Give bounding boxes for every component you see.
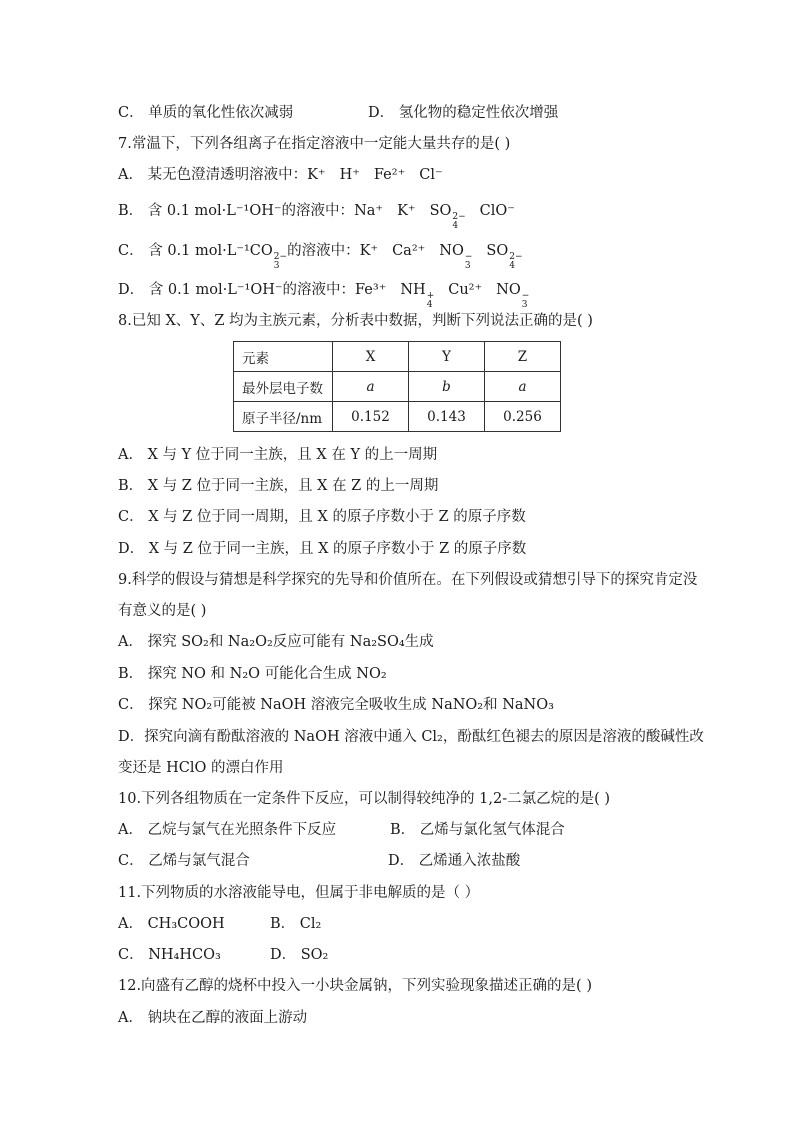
q7-option-d: [118, 279, 530, 310]
q7-c-carbonate-sub: 3: [273, 261, 280, 271]
q10-option-b: B． 乙烯与氯化氢气体混合: [390, 822, 565, 838]
q8-option-a: A． X 与 Y 位于同一主族，且 X 在 Y 的上一周期: [118, 447, 438, 463]
q7-d-label: D． 含 0.1 mol·L⁻¹OH⁻的溶液中：: [118, 282, 356, 298]
q7-d-nitrate-sub: 3: [521, 300, 528, 310]
table-header-cell: 元素: [234, 342, 333, 372]
q9-stem-line2: 有意义的是( ): [118, 603, 207, 619]
q7-a-ion-4: Cl⁻: [419, 167, 443, 183]
q7-d-nitrate-base: NO: [496, 282, 521, 298]
q10-option-d: D． 乙烯通入浓盐酸: [388, 853, 521, 869]
q7-b-sulfate-base: SO: [429, 203, 452, 219]
q11-option-a: A． CH₃COOH: [118, 916, 225, 932]
table-row: [234, 372, 561, 402]
q7-c-sulfate-base: SO: [486, 243, 509, 259]
q12-stem: 12.向盛有乙醇的烧杯中投入一小块金属钠，下列实验现象描述正确的是( ): [118, 978, 592, 994]
q7-d-nitrate: [496, 279, 529, 310]
table-cell: 0.152: [333, 402, 409, 432]
table-cell: 0.256: [485, 402, 561, 432]
q7-c-carbonate-charge: [274, 253, 287, 271]
q7-d-ammonium: [400, 279, 434, 310]
q8-option-d: D． X 与 Z 位于同一主族，且 X 的原子序数小于 Z 的原子序数: [118, 541, 527, 557]
q7-a-label: A． 某无色澄清透明溶液中：: [118, 167, 308, 183]
q7-b-sulfate-sup: 2−: [452, 212, 466, 222]
q7-a-ion-2: H⁺: [339, 167, 360, 183]
q10-stem: 10.下列各组物质在一定条件下反应，可以制得较纯净的 1,2-二氯乙烷的是( ): [118, 791, 611, 807]
table-header-cell: Z: [485, 342, 561, 372]
table-cell: a: [485, 372, 561, 402]
q9-option-d-line2: 变还是 HClO 的漂白作用: [118, 760, 284, 776]
q7-b-label: B． 含 0.1 mol·L⁻¹OH⁻的溶液中：: [118, 203, 355, 219]
table-header-cell: Y: [409, 342, 485, 372]
q12-option-a: A． 钠块在乙醇的液面上游动: [118, 1010, 308, 1026]
q7-c-nitrate-base: NO: [439, 243, 464, 259]
table-cell: b: [409, 372, 485, 402]
q7-c-label-pre: C． 含 0.1 mol·L⁻¹CO: [118, 243, 273, 259]
q7-b-ion-2: K⁺: [397, 203, 416, 219]
q9-option-c: C． 探究 NO₂可能被 NaOH 溶液完全吸收生成 NaNO₂和 NaNO₃: [118, 697, 554, 713]
q9-option-a: A． 探究 SO₂和 Na₂O₂反应可能有 Na₂SO₄生成: [118, 634, 434, 650]
q8-option-b: B． X 与 Z 位于同一主族，且 X 在 Z 的上一周期: [118, 478, 439, 494]
q7-d-ammonium-charge: [427, 292, 435, 310]
q7-c-sulfate-sub: 4: [509, 261, 515, 271]
q9-stem-line1: 9.科学的假设与猜想是科学探究的先导和价值所在。在下列假设或猜想引导下的探究肯定没: [118, 572, 698, 588]
q7-c-carbonate-sup: 2−: [273, 252, 288, 262]
q7-c-ion-1: K⁺: [359, 243, 379, 259]
q7-a-ion-3: Fe²⁺: [373, 167, 406, 183]
q7-c-nitrate-charge: [465, 253, 473, 271]
q10-option-a: A． 乙烷与氯气在光照条件下反应: [118, 822, 337, 838]
q7-stem: 7.常温下，下列各组离子在指定溶液中一定能大量共存的是( ): [118, 136, 511, 152]
q11-stem: 11.下列物质的水溶液能导电，但属于非电解质的是（ ）: [118, 885, 480, 901]
q7-b-sulfate-sub: 4: [452, 221, 459, 231]
q8-stem: 8.已知 X、Y、Z 均为主族元素，分析表中数据，判断下列说法正确的是( ): [118, 313, 593, 329]
table-header-cell: X: [333, 342, 409, 372]
q7-option-c: [118, 240, 523, 271]
q7-d-ion-1: Fe³⁺: [355, 282, 387, 298]
table-row: [234, 342, 561, 372]
q11-option-d: D． SO₂: [270, 947, 329, 963]
q7-c-nitrate: [439, 240, 472, 271]
q7-a-ion-1: K⁺: [307, 167, 326, 183]
q6-option-c: C． 单质的氧化性依次减弱: [118, 105, 294, 121]
q6-option-d: D． 氢化物的稳定性依次增强: [368, 105, 559, 121]
table-row: [234, 402, 561, 432]
q7-c-sulfate: [486, 240, 522, 271]
q7-c-ion-2: Ca²⁺: [392, 243, 426, 259]
q7-d-ion-3: Cu²⁺: [448, 282, 483, 298]
q7-b-ion-1: Na⁺: [354, 203, 384, 219]
q7-d-ammonium-base: NH: [400, 282, 426, 298]
q11-option-c: C． NH₄HCO₃: [118, 947, 221, 963]
q7-c-nitrate-sub: 3: [464, 261, 471, 271]
q9-option-b: B． 探究 NO 和 N₂O 可能化合生成 NO₂: [118, 666, 387, 682]
q11-option-b: B． Cl₂: [270, 916, 322, 932]
q7-d-nitrate-sup: −: [521, 291, 530, 301]
q7-d-ammonium-sup: +: [426, 291, 435, 301]
q7-d-ammonium-sub: 4: [426, 300, 433, 310]
q8-data-table: [233, 341, 561, 432]
q7-b-ion-4: ClO⁻: [479, 203, 515, 219]
q7-c-nitrate-sup: −: [464, 252, 473, 262]
q8-option-c: C． X 与 Z 位于同一周期，且 X 的原子序数小于 Z 的原子序数: [118, 509, 526, 525]
table-cell: a: [333, 372, 409, 402]
q10-option-c: C． 乙烯与氯气混合: [118, 853, 250, 869]
q7-b-sulfate: [430, 200, 466, 231]
q7-c-label-post: 的溶液中：: [287, 243, 360, 259]
q7-c-sulfate-charge: [509, 253, 522, 271]
q7-b-sulfate-charge: [452, 213, 465, 231]
q7-c-sulfate-sup: 2−: [509, 252, 523, 262]
q7-option-a: [118, 164, 443, 186]
table-row-label: 最外层电子数: [234, 372, 333, 402]
q9-option-d-line1: D．探究向滴有酚酞溶液的 NaOH 溶液中通入 Cl₂，酚酞红色褪去的原因是溶液的酸碱性改: [118, 729, 704, 745]
table-cell: 0.143: [409, 402, 485, 432]
q7-d-nitrate-charge: [522, 292, 530, 310]
table-row-label: 原子半径/nm: [234, 402, 333, 432]
q7-option-b: [118, 200, 515, 231]
